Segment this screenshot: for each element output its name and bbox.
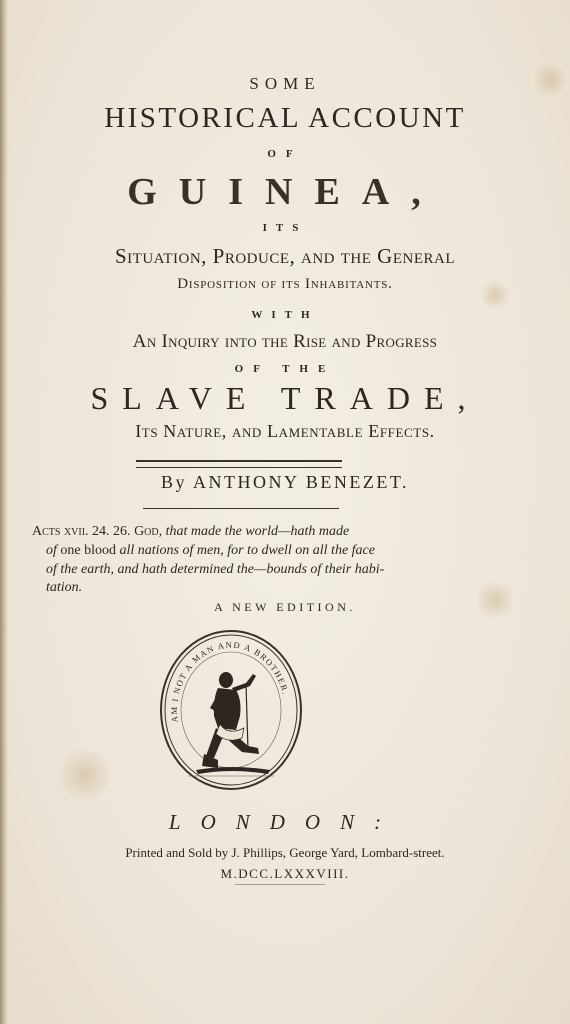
foxing-stain [60, 745, 110, 805]
edition-label: A NEW EDITION. [214, 600, 356, 614]
seal-motto: AM I NOT A MAN AND A BROTHER. [168, 639, 292, 723]
epigraph-line-2 [46, 543, 375, 559]
imprint-underline [235, 884, 325, 885]
title-guinea: GUINEA, [127, 171, 443, 213]
title-divider [136, 460, 342, 468]
title-with: WITH [251, 309, 319, 321]
imprint-printer: Printed and Sold by J. Phillips, George Yard, Lombard-street. [125, 845, 445, 860]
epigraph-line-1 [32, 524, 349, 540]
author-line: By ANTHONY BENEZET. [161, 472, 409, 492]
title-situation: Situation, Produce, and the General [115, 244, 455, 268]
epigraph-text: all nations of men, for to dwell on all the face [119, 543, 375, 558]
title-its: ITS [262, 222, 308, 234]
title-disposition: Disposition of its Inhabitants. [177, 276, 393, 292]
title-some: SOME [249, 74, 321, 93]
imprint-city: LONDON: [168, 810, 402, 834]
epigraph-line-4 [46, 580, 82, 596]
antislavery-seal [158, 628, 304, 792]
title-nature: Its Nature, and Lamentable Effects. [135, 421, 435, 441]
kneeling-figure-icon [202, 672, 259, 768]
imprint-date: M.DCC.LXXXVIII. [220, 866, 350, 881]
epigraph-text: one blood [60, 543, 116, 558]
author-divider [143, 508, 339, 509]
epigraph-text: tation. [46, 580, 83, 595]
title-inquiry: An Inquiry into the Rise and Progress [132, 331, 438, 352]
title-historical-account: HISTORICAL ACCOUNT [104, 102, 466, 134]
epigraph-god: God, [134, 524, 163, 539]
title-of-the: OF THE [234, 363, 336, 375]
epigraph-line-3 [46, 562, 384, 578]
epigraph-text: that made the world—hath made [165, 524, 350, 539]
epigraph-reference: Acts xvii. 24. 26. [32, 524, 131, 539]
epigraph-text: of the earth, and hath determined the—bounds of their habi- [46, 562, 385, 577]
title-slave-trade: SLAVE TRADE, [90, 380, 480, 416]
epigraph-text: of [46, 543, 57, 558]
title-of: OF [267, 148, 303, 160]
seal-medallion-icon [158, 628, 304, 792]
